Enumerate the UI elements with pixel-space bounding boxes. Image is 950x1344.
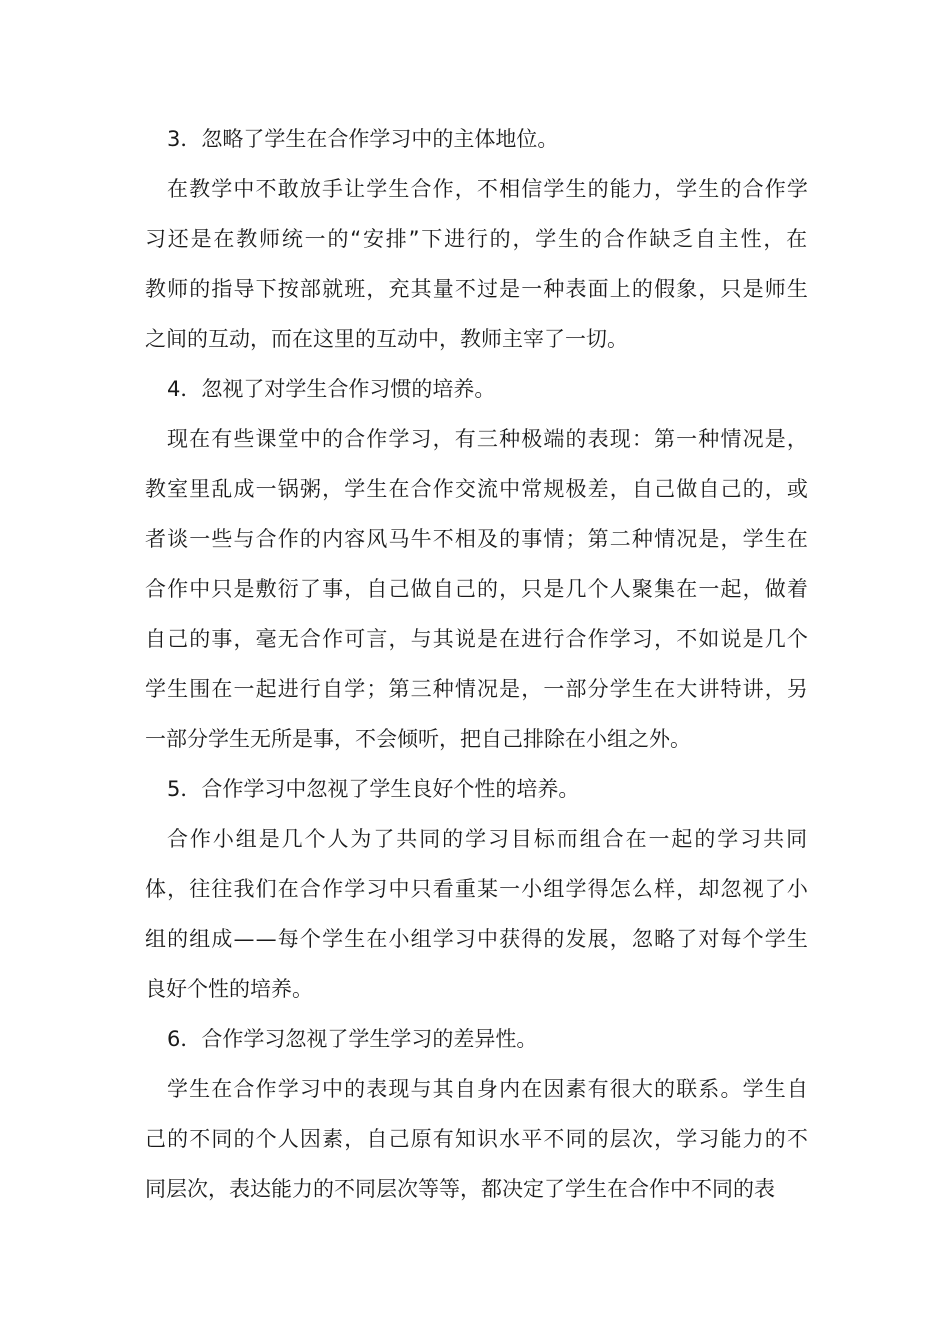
paragraph-line: 良好个性的培养。 (145, 977, 313, 1001)
section-heading-3: 3．忽略了学生在合作学习中的主体地位。 (167, 127, 559, 151)
paragraph-line: 习还是在教师统一的“安排”下进行的，学生的合作缺乏自主性，在 (145, 227, 809, 251)
paragraph-line: 组的组成——每个学生在小组学习中获得的发展，忽略了对每个学生 (145, 927, 809, 951)
section-heading-5: 5．合作学习中忽视了学生良好个性的培养。 (167, 777, 580, 801)
paragraph-line: 教室里乱成一锅粥，学生在合作交流中常规极差，自己做自己的，或 (145, 477, 809, 501)
paragraph-line: 之间的互动，而在这里的互动中，教师主宰了一切。 (145, 327, 628, 351)
paragraph-line: 合作中只是敷衍了事，自己做自己的，只是几个人聚集在一起，做着 (145, 577, 809, 601)
paragraph-line: 体，往往我们在合作学习中只看重某一小组学得怎么样，却忽视了小 (145, 877, 809, 901)
paragraph-line: 学生围在一起进行自学；第三种情况是，一部分学生在大讲特讲，另 (145, 677, 809, 701)
paragraph-line: 学生在合作学习中的表现与其自身内在因素有很大的联系。学生自 (167, 1077, 809, 1101)
paragraph-line: 自己的事，毫无合作可言，与其说是在进行合作学习，不如说是几个 (145, 627, 809, 651)
paragraph-line: 教师的指导下按部就班，充其量不过是一种表面上的假象，只是师生 (145, 277, 809, 301)
paragraph-line: 现在有些课堂中的合作学习，有三种极端的表现：第一种情况是， (167, 427, 809, 451)
section-heading-4: 4．忽视了对学生合作习惯的培养。 (167, 377, 496, 401)
document-page (145, 114, 809, 1214)
paragraph-line: 己的不同的个人因素，自己原有知识水平不同的层次，学习能力的不 (145, 1127, 809, 1151)
paragraph-line: 者谈一些与合作的内容风马牛不相及的事情；第二种情况是，学生在 (145, 527, 809, 551)
paragraph-line: 一部分学生无所是事，不会倾听，把自己排除在小组之外。 (145, 727, 691, 751)
section-heading-6: 6．合作学习忽视了学生学习的差异性。 (167, 1027, 538, 1051)
paragraph-line: 合作小组是几个人为了共同的学习目标而组合在一起的学习共同 (167, 827, 809, 851)
paragraph-line: 在教学中不敢放手让学生合作，不相信学生的能力，学生的合作学 (167, 177, 809, 201)
paragraph-line: 同层次，表达能力的不同层次等等，都决定了学生在合作中不同的表 (145, 1177, 775, 1201)
